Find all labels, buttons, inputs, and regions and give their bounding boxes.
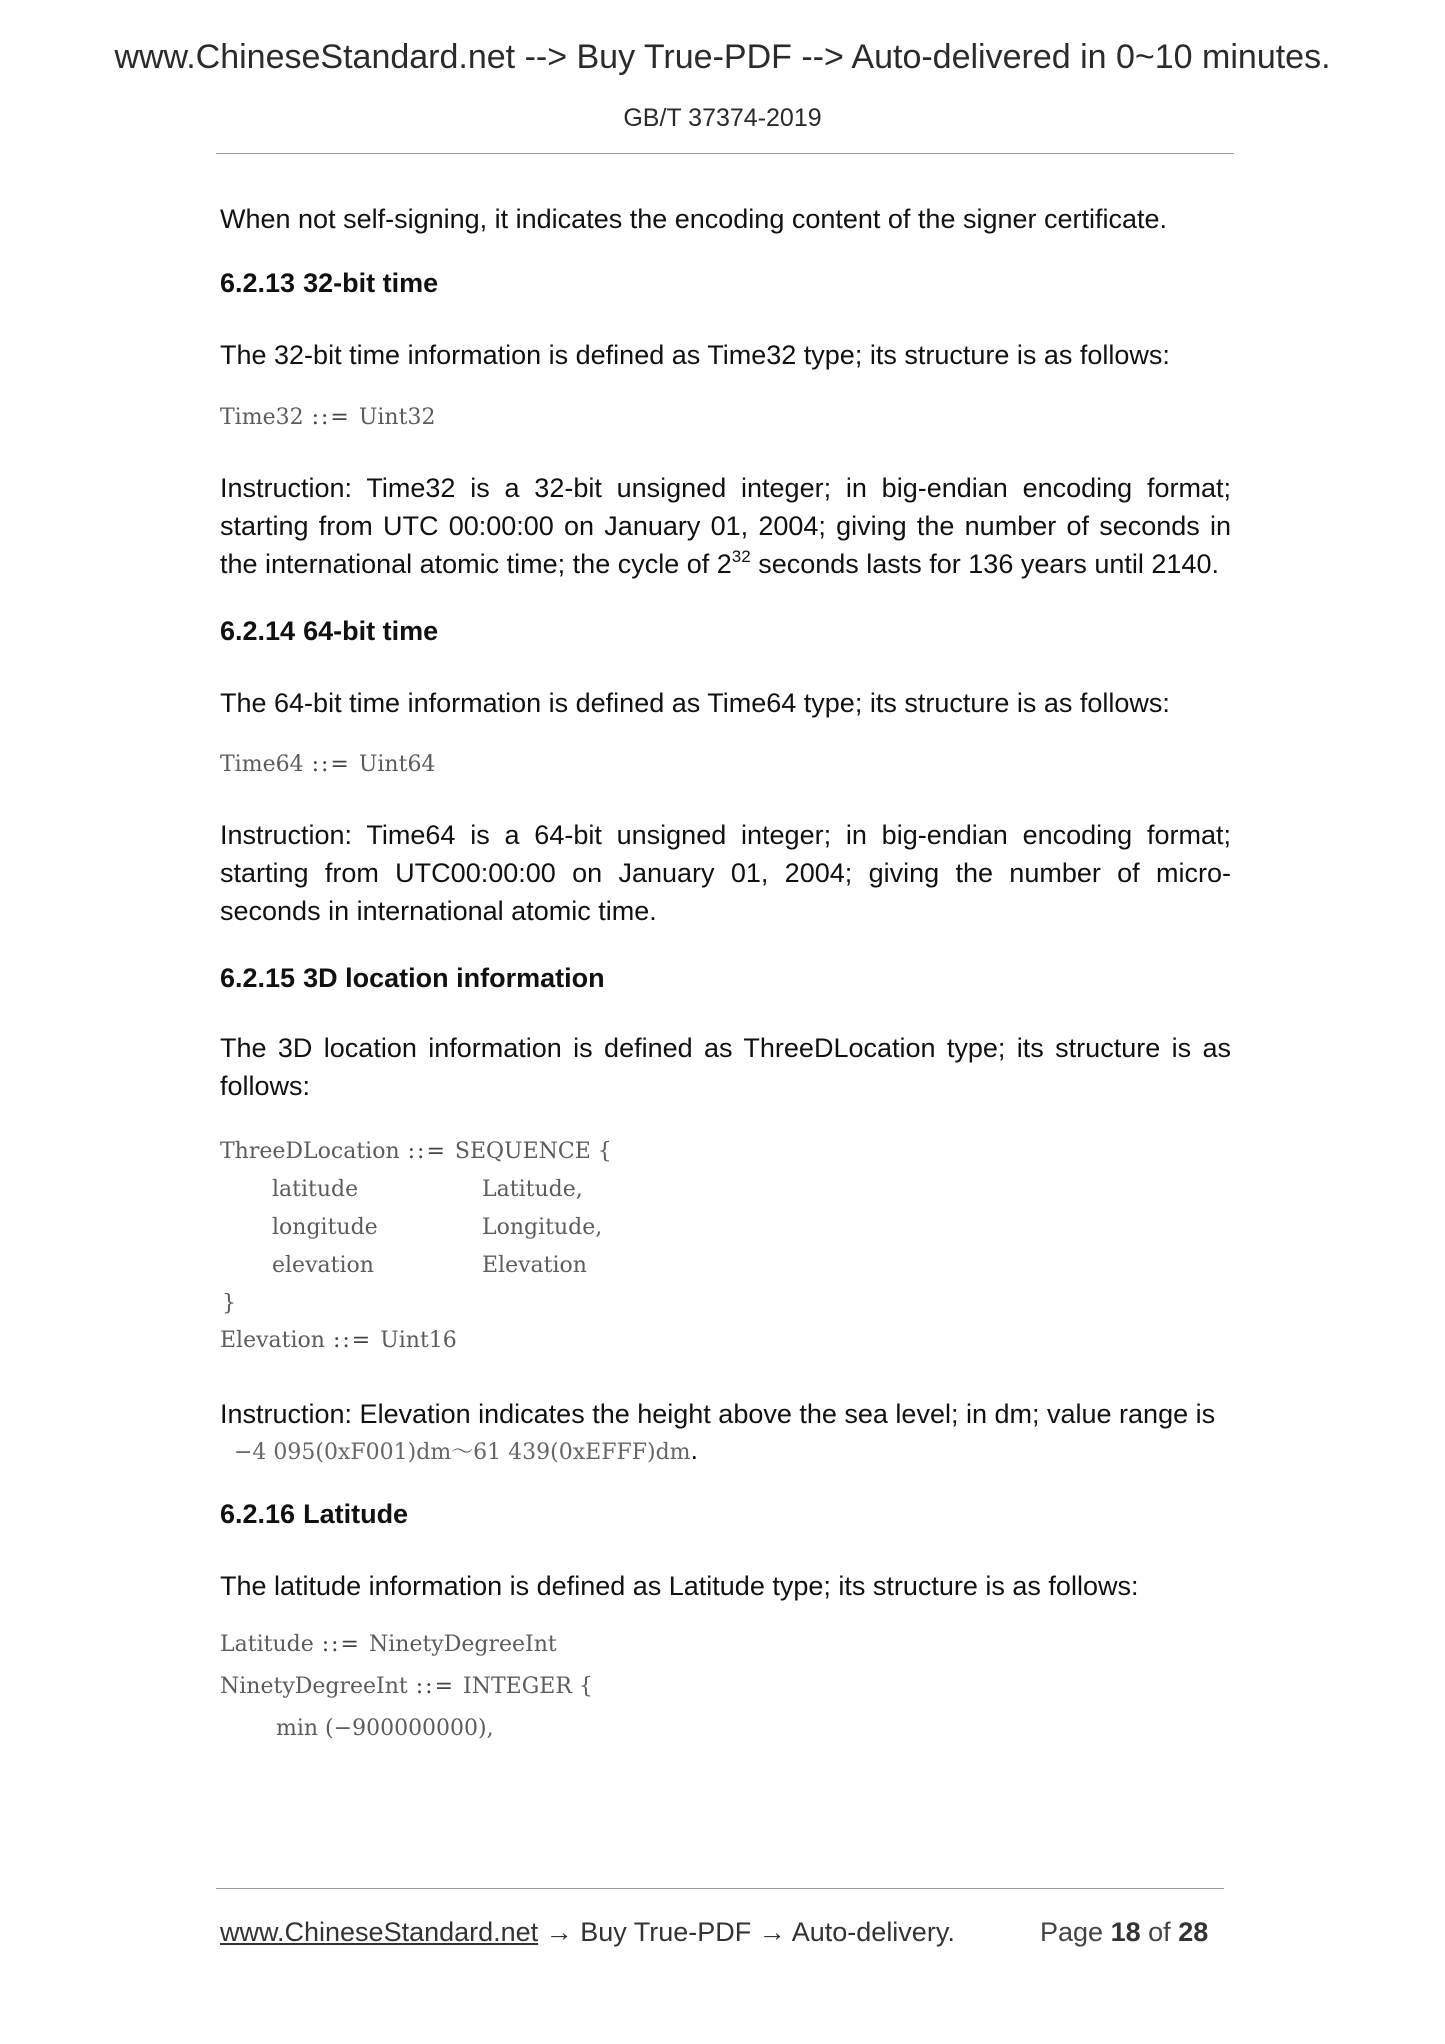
- time64-description: The 64-bit time information is defined as Time64 type; its structure is as follows:: [220, 688, 1170, 718]
- integer-min-constraint: min (−900000000),: [276, 1716, 494, 1741]
- document-id: GB/T 37374-2019: [623, 104, 822, 132]
- elevation-definition: [220, 1328, 457, 1353]
- asn-type-value: INTEGER {: [463, 1674, 593, 1699]
- asn-type-name: NinetyDegreeInt: [220, 1674, 408, 1699]
- header-divider: [216, 153, 1234, 154]
- time32-definition: [220, 405, 435, 430]
- asn-assign-operator: ::=: [311, 405, 351, 430]
- field-type: Latitude,: [482, 1177, 583, 1202]
- time64-instruction: Instruction: Time64 is a 64-bit unsigned integer; in big-endian encoding format; starting from UTC00:00:00 on January 01, 2004; giving the number of micro-seconds in international atomic time.: [220, 820, 1231, 926]
- asn-type-value: Uint32: [358, 405, 436, 430]
- asn-assign-operator: ::=: [321, 1632, 361, 1657]
- section-heading-6-2-16: [220, 1499, 408, 1530]
- page-word: Page: [1040, 1917, 1104, 1947]
- header-banner: www.ChineseStandard.net --> Buy True-PDF --> Auto-delivered in 0~10 minutes.: [114, 38, 1331, 76]
- section-heading-6-2-15: [220, 963, 605, 994]
- footer-promo: [220, 1917, 955, 1948]
- footer-promo-text: → Buy True-PDF → Auto-delivery.: [538, 1917, 955, 1947]
- asn-type-name: Elevation: [220, 1328, 325, 1353]
- field-name: elevation: [272, 1253, 374, 1278]
- page-number: 18: [1110, 1917, 1141, 1947]
- asn-type-name: ThreeDLocation: [220, 1139, 400, 1164]
- field-type: Longitude,: [482, 1215, 603, 1240]
- section-number: 6.2.14: [220, 616, 296, 646]
- time64-definition: [220, 752, 435, 777]
- section-heading-6-2-14: [220, 616, 438, 647]
- section-title: 32-bit time: [303, 268, 439, 298]
- exponent: 32: [731, 547, 751, 566]
- instruction-text-end: seconds lasts for 136 years until 2140.: [750, 549, 1219, 579]
- elevation-range: −4 095(0xF001)dm～61 439(0xEFFF)dm: [234, 1440, 691, 1465]
- field-type: Elevation: [482, 1253, 587, 1278]
- threedlocation-definition: [220, 1139, 612, 1164]
- asn-assign-operator: ::=: [311, 752, 351, 777]
- field-name: longitude: [272, 1215, 378, 1240]
- ninetydegreeint-definition: [220, 1674, 593, 1699]
- elevation-range-line: [220, 1431, 1231, 1472]
- asn-type-value: Uint16: [380, 1328, 457, 1353]
- asn-type-value: NinetyDegreeInt: [368, 1632, 557, 1657]
- section-number: 6.2.15: [220, 963, 296, 993]
- asn-assign-operator: ::=: [407, 1139, 447, 1164]
- asn-type-value: Uint64: [358, 752, 436, 777]
- page-total: 28: [1178, 1917, 1209, 1947]
- asn-type-name: Latitude: [220, 1632, 314, 1657]
- section-number: 6.2.16: [220, 1499, 296, 1529]
- elevation-instruction: Instruction: Elevation indicates the height above the sea level; in dm; value range is: [220, 1399, 1216, 1429]
- latitude-definition: [220, 1632, 557, 1657]
- latitude-description: The latitude information is defined as Latitude type; its structure is as follows:: [220, 1571, 1139, 1601]
- section-title: 64-bit time: [303, 616, 439, 646]
- page-indicator: [1040, 1917, 1208, 1948]
- asn-type-name: Time64: [220, 752, 304, 777]
- asn-sequence-keyword: SEQUENCE {: [454, 1139, 612, 1164]
- footer-divider: [216, 1888, 1224, 1889]
- time32-instruction: [220, 469, 1231, 587]
- asn-assign-operator: ::=: [415, 1674, 456, 1699]
- section-title: 3D location information: [303, 963, 605, 993]
- range-period: .: [690, 1435, 699, 1465]
- sequence-close-brace: }: [222, 1291, 236, 1316]
- instruction-text: Instruction: Time32 is a 32-bit unsigned integer; in big-endian encoding format; starting from UTC 00:00:00 on January 01, 2004; giving the number of seconds in the international atomic time; the cycle of 2: [220, 473, 1231, 579]
- section-number: 6.2.13: [220, 268, 296, 298]
- section-heading-6-2-13: [220, 268, 438, 299]
- intro-paragraph: When not self-signing, it indicates the encoding content of the signer certificate.: [220, 204, 1168, 234]
- field-name: latitude: [272, 1177, 359, 1202]
- of-word: of: [1148, 1917, 1171, 1947]
- asn-type-name: Time32: [220, 405, 304, 430]
- section-title: Latitude: [303, 1499, 409, 1529]
- location-description: The 3D location information is defined as ThreeDLocation type; its structure is as follows:: [220, 1033, 1231, 1101]
- asn-assign-operator: ::=: [332, 1328, 373, 1353]
- footer-website-link[interactable]: www.ChineseStandard.net: [220, 1917, 539, 1947]
- time32-description: The 32-bit time information is defined as Time32 type; its structure is as follows:: [220, 340, 1170, 370]
